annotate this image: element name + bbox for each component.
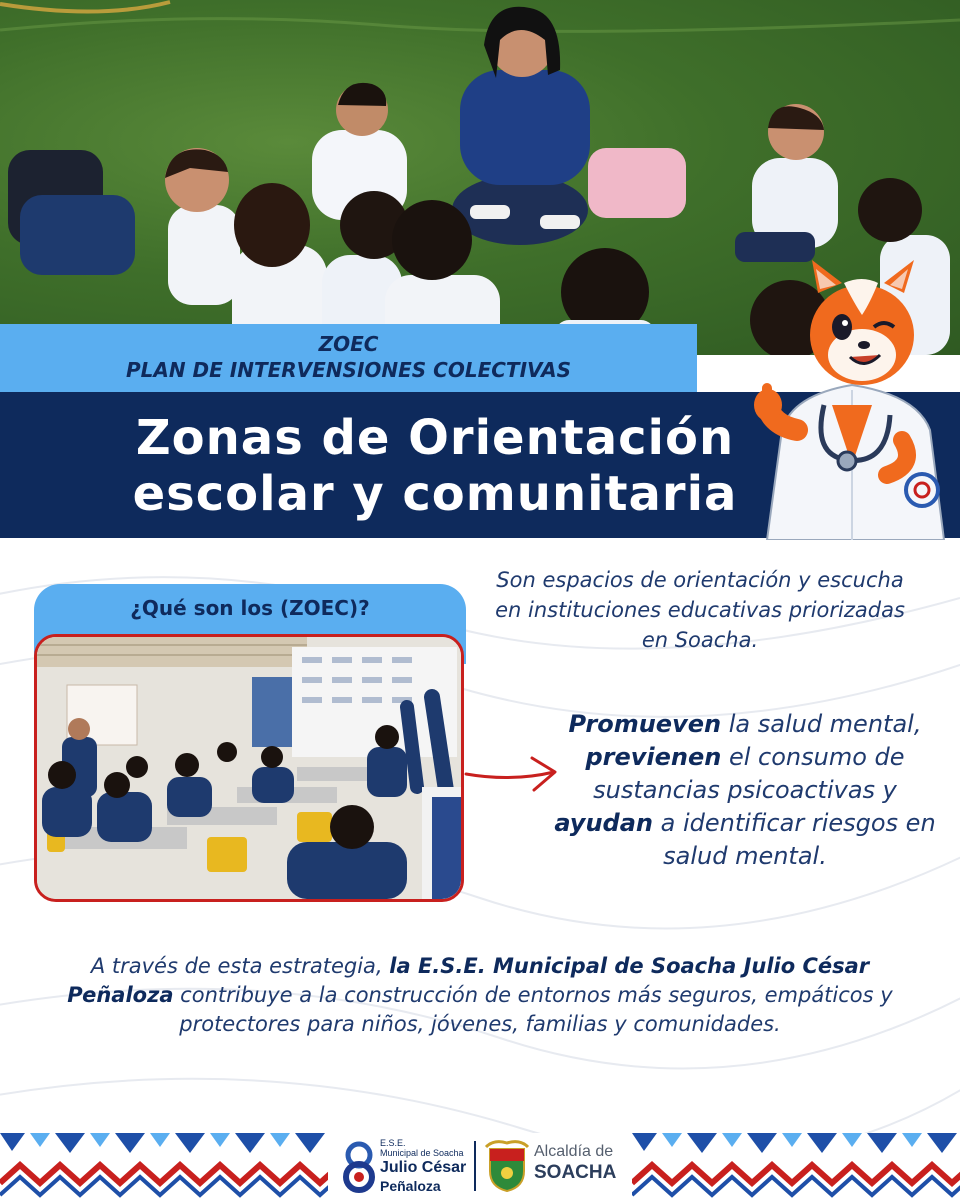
coat-of-arms-icon [484, 1139, 530, 1193]
title-line1: Zonas de Orientación [135, 410, 735, 466]
p2-text1: la salud mental, [721, 710, 922, 738]
ese-logo-icon [340, 1141, 378, 1193]
subtitle-line1: ZOEC [318, 332, 379, 356]
alcaldia-logo [482, 1135, 632, 1197]
emphasis-previenen: previenen [585, 743, 722, 771]
title-line2: escolar y comunitaria [132, 466, 738, 522]
alcaldia-line1: Alcaldía de [534, 1143, 614, 1160]
subtitle-band [0, 324, 697, 392]
p2-text3: a identificar riesgos en salud mental. [653, 809, 936, 870]
logo-divider [474, 1141, 476, 1191]
ese-logo [340, 1135, 470, 1197]
closing-emphasis: la E.S.E. Municipal de Soacha Julio César Peñaloza [67, 954, 870, 1007]
footer-pattern-left [0, 1133, 328, 1200]
alcaldia-line2: SOACHA [534, 1162, 617, 1183]
municipal-label: Municipal de Soacha [380, 1148, 464, 1158]
ese-label: E.S.E. [380, 1138, 406, 1148]
card-title: ¿Qué son los (ZOEC)? [130, 596, 370, 620]
description-paragraph2 [545, 708, 945, 873]
mascot-icon [752, 255, 957, 540]
footer-pattern-right [632, 1133, 960, 1200]
name-line2: Peñaloza [380, 1178, 441, 1194]
classroom-photo [34, 634, 464, 902]
p2-text2: el consumo de sustancias psicoactivas y [593, 743, 905, 804]
description-paragraph1: Son espacios de orientación y escucha en instituciones educativas priorizadas en Soacha. [495, 568, 905, 652]
name-line1: Julio César [380, 1159, 467, 1176]
subtitle-line2: PLAN DE INTERVENSIONES COLECTIVAS [125, 358, 572, 382]
footer [0, 1133, 960, 1200]
emphasis-promueven: Promueven [568, 710, 722, 738]
closing-paragraph [40, 952, 920, 1039]
closing-text1: A través de esta estrategia, [90, 954, 390, 978]
emphasis-ayudan: ayudan [554, 809, 653, 837]
closing-text2: contribuye a la construcción de entornos más seguros, empáticos y protectores para niños, jóvenes, familias y comunidades. [173, 983, 893, 1036]
